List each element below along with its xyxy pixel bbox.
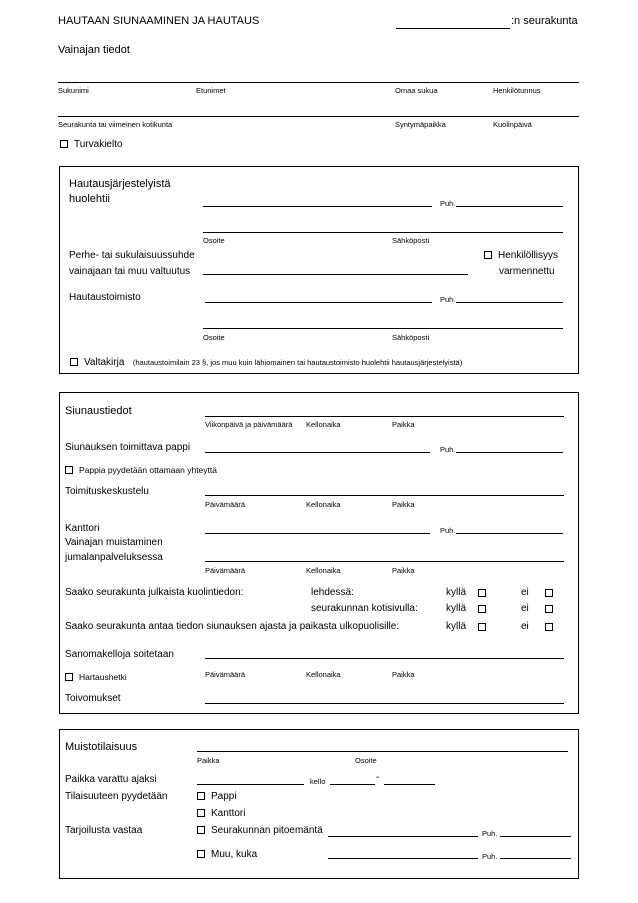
memorial-time-label: Kellonaika: [306, 566, 341, 575]
blessing-weekday-date-label: Viikonpäivä ja päivämäärä: [205, 420, 293, 429]
meeting-field[interactable]: [205, 495, 564, 496]
reserved-label: Paikka varattu ajaksi: [65, 774, 157, 785]
invited-label: Tilaisuuteen pyydetään: [65, 791, 168, 802]
parish-host-checkbox[interactable]: [197, 826, 205, 834]
priest-label: Siunauksen toimittava pappi: [65, 442, 191, 453]
bells-label: Sanomakelloja soitetaan: [65, 649, 174, 660]
relation-label-2: vainajaan tai muu valtuutus: [69, 266, 191, 277]
kello-label: kello: [310, 777, 326, 786]
paper-no-checkbox[interactable]: [545, 589, 553, 597]
paper-yes-label: kyllä: [446, 587, 467, 598]
congregation-suffix: :n seurakunta: [511, 15, 578, 27]
reserved-date-field[interactable]: [197, 784, 304, 785]
site-yes-checkbox[interactable]: [478, 605, 486, 613]
prayer-time-label: Hartaushetki: [79, 672, 127, 682]
reserved-start-field[interactable]: [330, 784, 375, 785]
priest-contact-label: Pappia pyydetään ottamaan yhteyttä: [79, 465, 217, 475]
memorial-event-place-field[interactable]: [197, 751, 568, 752]
organizer-label-2: huolehtii: [69, 193, 110, 205]
parish-host-option[interactable]: [197, 825, 323, 836]
memorial-field[interactable]: [205, 561, 564, 562]
invite-cantor-option[interactable]: [197, 808, 245, 819]
funeral-home-phone-label: Puh.: [440, 295, 456, 304]
security-ban-label: Turvakielto: [74, 139, 123, 150]
organizer-address-label: Osoite: [203, 236, 225, 245]
memorial-label-1: Vainajan muistaminen: [65, 537, 163, 548]
priest-phone-field[interactable]: [456, 452, 563, 453]
proxy-label: Valtakirja: [84, 357, 125, 368]
wishes-label: Toivomukset: [65, 693, 121, 704]
parish-site-label: seurakunnan kotisivulla:: [311, 603, 418, 614]
outsiders-no-label: ei: [521, 621, 529, 632]
identity-verified-option[interactable]: [484, 250, 558, 261]
prayer-time-label-col: Kellonaika: [306, 670, 341, 679]
invite-priest-checkbox[interactable]: [197, 792, 205, 800]
paper-yes-checkbox[interactable]: [478, 589, 486, 597]
surname-label: Sukunimi: [58, 86, 89, 95]
other-catering-name-field[interactable]: [328, 858, 478, 859]
proxy-checkbox[interactable]: [70, 358, 78, 366]
cantor-phone-field[interactable]: [456, 533, 563, 534]
memorial-event-address-label: Osoite: [355, 756, 377, 765]
organizer-address-field[interactable]: [203, 232, 563, 233]
other-catering-phone-label: Puh.: [482, 852, 498, 861]
in-paper-label: lehdessä:: [311, 587, 354, 598]
security-ban-checkbox[interactable]: [60, 140, 68, 148]
priest-phone-label: Puh.: [440, 445, 456, 454]
memorial-event-title: Muistotilaisuus: [65, 741, 138, 753]
funeral-home-field[interactable]: [205, 302, 432, 303]
organizer-label-1: Hautausjärjestelyistä: [69, 178, 171, 190]
outsiders-yes-label: kyllä: [446, 621, 467, 632]
blessing-section-title: Siunaustiedot: [65, 405, 132, 417]
identity-verified-label-2: varmennettu: [499, 266, 555, 277]
congregation-name-field[interactable]: [396, 28, 510, 29]
blessing-date-field[interactable]: [205, 416, 564, 417]
reserved-end-field[interactable]: [384, 784, 435, 785]
organizer-phone-field[interactable]: [456, 206, 563, 207]
proxy-note: (hautaustoimilain 23 §, jos muu kuin lähiomainen tai hautaustoimisto huolehtii hautausjärjestelyistä): [132, 358, 463, 367]
priest-contact-checkbox[interactable]: [65, 466, 73, 474]
cantor-label: Kanttori: [65, 523, 100, 534]
proxy-option[interactable]: [70, 352, 462, 370]
invite-cantor-checkbox[interactable]: [197, 809, 205, 817]
organizer-email-label: Sähköposti: [392, 236, 430, 245]
outsiders-question: Saako seurakunta antaa tiedon siunauksen ajasta ja paikasta ulkopuolisille:: [65, 621, 400, 632]
site-no-label: ei: [521, 603, 529, 614]
form-title: HAUTAAN SIUNAAMINEN JA HAUTAUS: [58, 15, 260, 27]
outsiders-no-checkbox[interactable]: [545, 623, 553, 631]
funeral-home-email-label: Sähköposti: [392, 333, 430, 342]
deceased-parish-row-line[interactable]: [58, 116, 579, 117]
organizer-phone-label: Puh.: [440, 199, 456, 208]
cantor-field[interactable]: [205, 533, 430, 534]
deceased-name-row-line[interactable]: [58, 82, 579, 83]
meeting-time-label: Kellonaika: [306, 500, 341, 509]
memorial-place-label: Paikka: [392, 566, 415, 575]
relation-field[interactable]: [203, 274, 468, 275]
security-ban-option[interactable]: [60, 139, 123, 150]
death-date-label: Kuolinpäivä: [493, 120, 532, 129]
other-catering-phone-field[interactable]: [500, 858, 571, 859]
priest-contact-option[interactable]: [65, 460, 217, 478]
home-parish-label: Seurakunta tai viimeinen kotikunta: [58, 120, 173, 129]
other-catering-option[interactable]: [197, 849, 257, 860]
meeting-place-label: Paikka: [392, 500, 415, 509]
first-names-label: Etunimet: [196, 86, 226, 95]
invite-cantor-label: Kanttori: [211, 808, 246, 819]
parish-host-name-field[interactable]: [328, 836, 478, 837]
memorial-label-2: jumalanpalveluksessa: [65, 552, 163, 563]
meeting-label: Toimituskeskustelu: [65, 486, 149, 497]
funeral-home-phone-field[interactable]: [456, 302, 563, 303]
meeting-date-label: Päivämäärä: [205, 500, 246, 509]
other-catering-checkbox[interactable]: [197, 850, 205, 858]
prayer-date-label: Päivämäärä: [205, 670, 246, 679]
publish-question: Saako seurakunta julkaista kuolintiedon:: [65, 587, 244, 598]
cantor-phone-label: Puh.: [440, 526, 456, 535]
funeral-home-label: Hautaustoimisto: [69, 292, 141, 303]
outsiders-yes-checkbox[interactable]: [478, 623, 486, 631]
funeral-home-address-label: Osoite: [203, 333, 225, 342]
prayer-place-label: Paikka: [392, 670, 415, 679]
invite-priest-label: Pappi: [211, 791, 237, 802]
reserved-dash: -: [376, 772, 380, 783]
site-yes-label: kyllä: [446, 603, 467, 614]
organizer-name-field[interactable]: [203, 206, 432, 207]
invite-priest-option[interactable]: [197, 791, 237, 802]
parish-host-phone-field[interactable]: [500, 836, 571, 837]
bells-field[interactable]: [205, 658, 564, 659]
memorial-date-label: Päivämäärä: [205, 566, 246, 575]
prayer-time-checkbox[interactable]: [65, 673, 73, 681]
relation-label-1: Perhe- tai sukulaisuussuhde: [69, 250, 195, 261]
parish-host-phone-label: Puh.: [482, 829, 498, 838]
deceased-section-title: Vainajan tiedot: [58, 44, 130, 56]
catering-label: Tarjoilusta vastaa: [65, 825, 143, 836]
other-catering-label: Muu, kuka: [211, 849, 258, 860]
paper-no-label: ei: [521, 587, 529, 598]
funeral-home-address-field[interactable]: [203, 328, 563, 329]
personal-id-label: Henkilötunnus: [493, 86, 541, 95]
identity-verified-checkbox[interactable]: [484, 251, 492, 259]
site-no-checkbox[interactable]: [545, 605, 553, 613]
priest-field[interactable]: [205, 452, 430, 453]
identity-verified-label-1: Henkilöllisyys: [498, 250, 559, 261]
blessing-time-label: Kellonaika: [306, 420, 341, 429]
wishes-field[interactable]: [205, 703, 564, 704]
birthplace-label: Syntymäpaikka: [395, 120, 446, 129]
maiden-name-label: Omaa sukua: [395, 86, 438, 95]
memorial-event-place-label: Paikka: [197, 756, 220, 765]
blessing-place-label: Paikka: [392, 420, 415, 429]
parish-host-label: Seurakunnan pitoemäntä: [211, 825, 323, 836]
prayer-time-option[interactable]: [65, 667, 127, 685]
